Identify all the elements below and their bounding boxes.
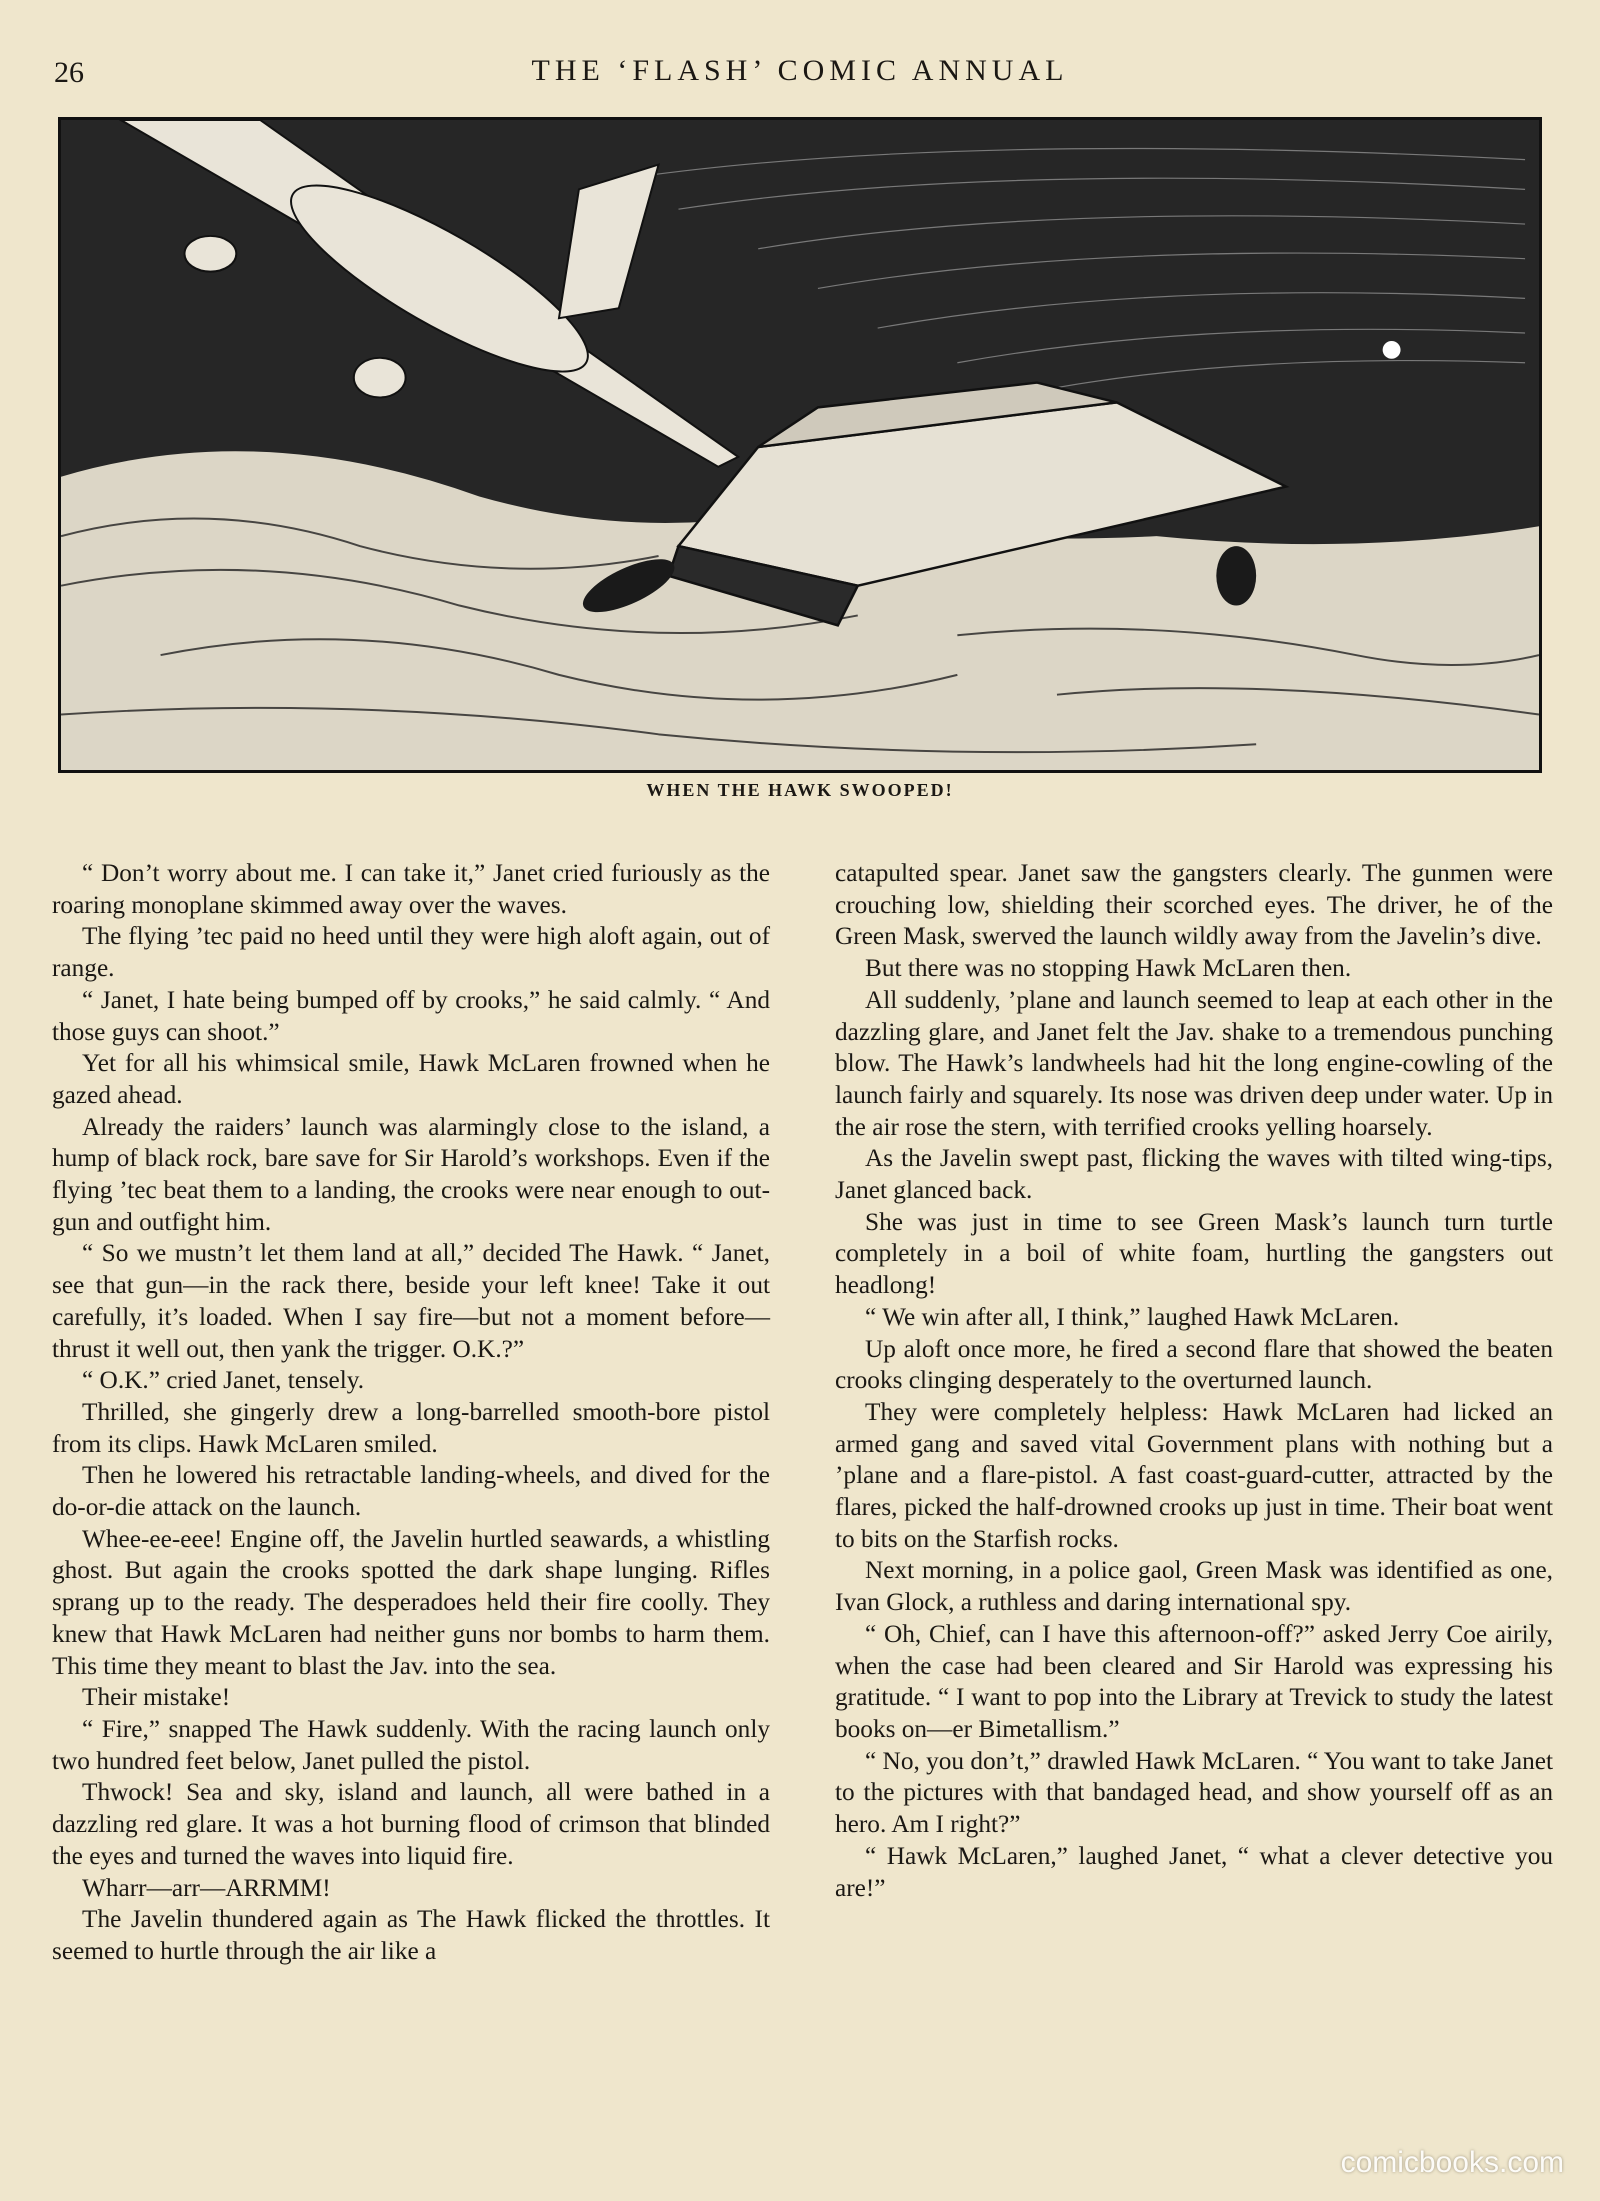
paragraph: But there was no stopping Hawk McLaren then. xyxy=(865,954,1352,983)
paragraph: “ Fire,” snapped The Hawk suddenly. With the racing launch only two hundred feet below, Janet pulled the pistol. xyxy=(52,1714,770,1775)
paragraph-continuation: catapulted spear. Janet saw the gangsters clearly. The gunmen were crouching low, shielding their scorched eyes. The driver, he of the Green Mask, swerved the launch wildly away from the Javelin’s dive. xyxy=(835,859,1553,951)
paragraph: They were completely helpless: Hawk McLaren had licked an armed gang and saved vital Government plans with nothing but a ’plane and a flare-pistol. A fast coast-guard-cutter, attracted by the flares, picked the half-drowned crooks up just in time. Their boat went to bits on the Starfish rocks. xyxy=(835,1397,1553,1553)
paragraph: Their mistake! xyxy=(82,1683,231,1712)
paragraph: “ We win after all, I think,” laughed Hawk McLaren. xyxy=(865,1302,1400,1331)
left-text-column xyxy=(52,858,770,1968)
paragraph: The Javelin thundered again as The Hawk flicked the throttles. It seemed to hurtle through the air like a xyxy=(52,1905,770,1965)
paragraph: “ So we mustn’t let them land at all,” decided The Hawk. “ Janet, see that gun—in the rack there, beside your left knee! Take it out carefully, it’s loaded. When I say fire—but not a moment before—thrust it well out, then yank the trigger. O.K.?” xyxy=(52,1239,770,1363)
paragraph: Thrilled, she gingerly drew a long-barrelled smooth-bore pistol from its clips. Hawk McLaren smiled. xyxy=(52,1397,770,1458)
paragraph: Wharr—arr—ARRMM! xyxy=(82,1873,331,1902)
paragraph: Whee-ee-eee! Engine off, the Javelin hurtled seawards, a whistling ghost. But again the crooks spotted the dark shape lunging. Rifles sprang up to the ready. The desperadoes held their fire coolly. They knew that Hawk McLaren had neither guns nor bombs to harm them. This time they meant to blast the Jav. into the sea. xyxy=(52,1524,770,1680)
paragraph: Already the raiders’ launch was alarmingly close to the island, a hump of black rock, bare save for Sir Harold’s workshops. Even if the flying ’tec beat them to a landing, the crooks were near enough to out-gun and outfight him. xyxy=(52,1112,770,1236)
paragraph: She was just in time to see Green Mask’s launch turn turtle completely in a boil of white foam, hurtling the gangsters out headlong! xyxy=(835,1207,1553,1300)
paragraph: All suddenly, ’plane and launch seemed to leap at each other in the dazzling glare, and Janet felt the Jav. shake to a tremendous punching blow. The Hawk’s landwheels had hit the long engine-cowling of the launch fairly and squarely. Its nose was driven deep under water. Up in the air rose the stern, with terrified crooks yelling hoarsely. xyxy=(835,985,1553,1141)
paragraph: Then he lowered his retractable landing-wheels, and dived for the do-or-die attack on the launch. xyxy=(52,1461,770,1522)
running-title: THE ‘FLASH’ COMIC ANNUAL xyxy=(531,54,1069,87)
paragraph: “ Janet, I hate being bumped off by crooks,” he said calmly. “ And those guys can shoot.” xyxy=(52,985,770,1046)
paragraph: “ Hawk McLaren,” laughed Janet, “ what a clever detective you are!” xyxy=(835,1841,1553,1902)
site-watermark: comicbooks.com xyxy=(1340,2146,1564,2179)
right-text-column xyxy=(835,858,1553,1904)
paragraph: Thwock! Sea and sky, island and launch, all were bathed in a dazzling red glare. It was a hot burning flood of crimson that blinded the eyes and turned the waves into liquid fire. xyxy=(52,1778,770,1870)
paragraph: Up aloft once more, he fired a second flare that showed the beaten crooks clinging desperately to the overturned launch. xyxy=(835,1334,1553,1395)
illustration-caption: WHEN THE HAWK SWOOPED! xyxy=(646,780,954,800)
paragraph: “ No, you don’t,” drawled Hawk McLaren. “ You want to take Janet to the pictures with that bandaged head, and show yourself off as an hero. Am I right?” xyxy=(835,1746,1553,1839)
paragraph: “ Don’t worry about me. I can take it,” Janet cried furiously as the roaring monoplane skimmed away over the waves. xyxy=(52,859,770,919)
page-number: 26 xyxy=(54,56,84,89)
paragraph: “ O.K.” cried Janet, tensely. xyxy=(82,1366,365,1395)
paragraph: The flying ’tec paid no heed until they were high aloft again, out of range. xyxy=(52,922,770,983)
plane-and-launch-drawing xyxy=(61,120,1539,770)
paragraph: “ Oh, Chief, can I have this afternoon-off?” asked Jerry Coe airily, when the case had been cleared and Sir Harold was expressing his gratitude. “ I want to pop into the Library at Trevick to study the latest books on—er Bimetallism.” xyxy=(835,1619,1553,1743)
paragraph: As the Javelin swept past, flicking the waves with tilted wing-tips, Janet glanced back. xyxy=(835,1144,1553,1205)
story-illustration xyxy=(58,117,1542,773)
paragraph: Next morning, in a police gaol, Green Mask was identified as one, Ivan Glock, a ruthless and daring international spy. xyxy=(835,1556,1553,1617)
paragraph: Yet for all his whimsical smile, Hawk McLaren frowned when he gazed ahead. xyxy=(52,1049,770,1109)
